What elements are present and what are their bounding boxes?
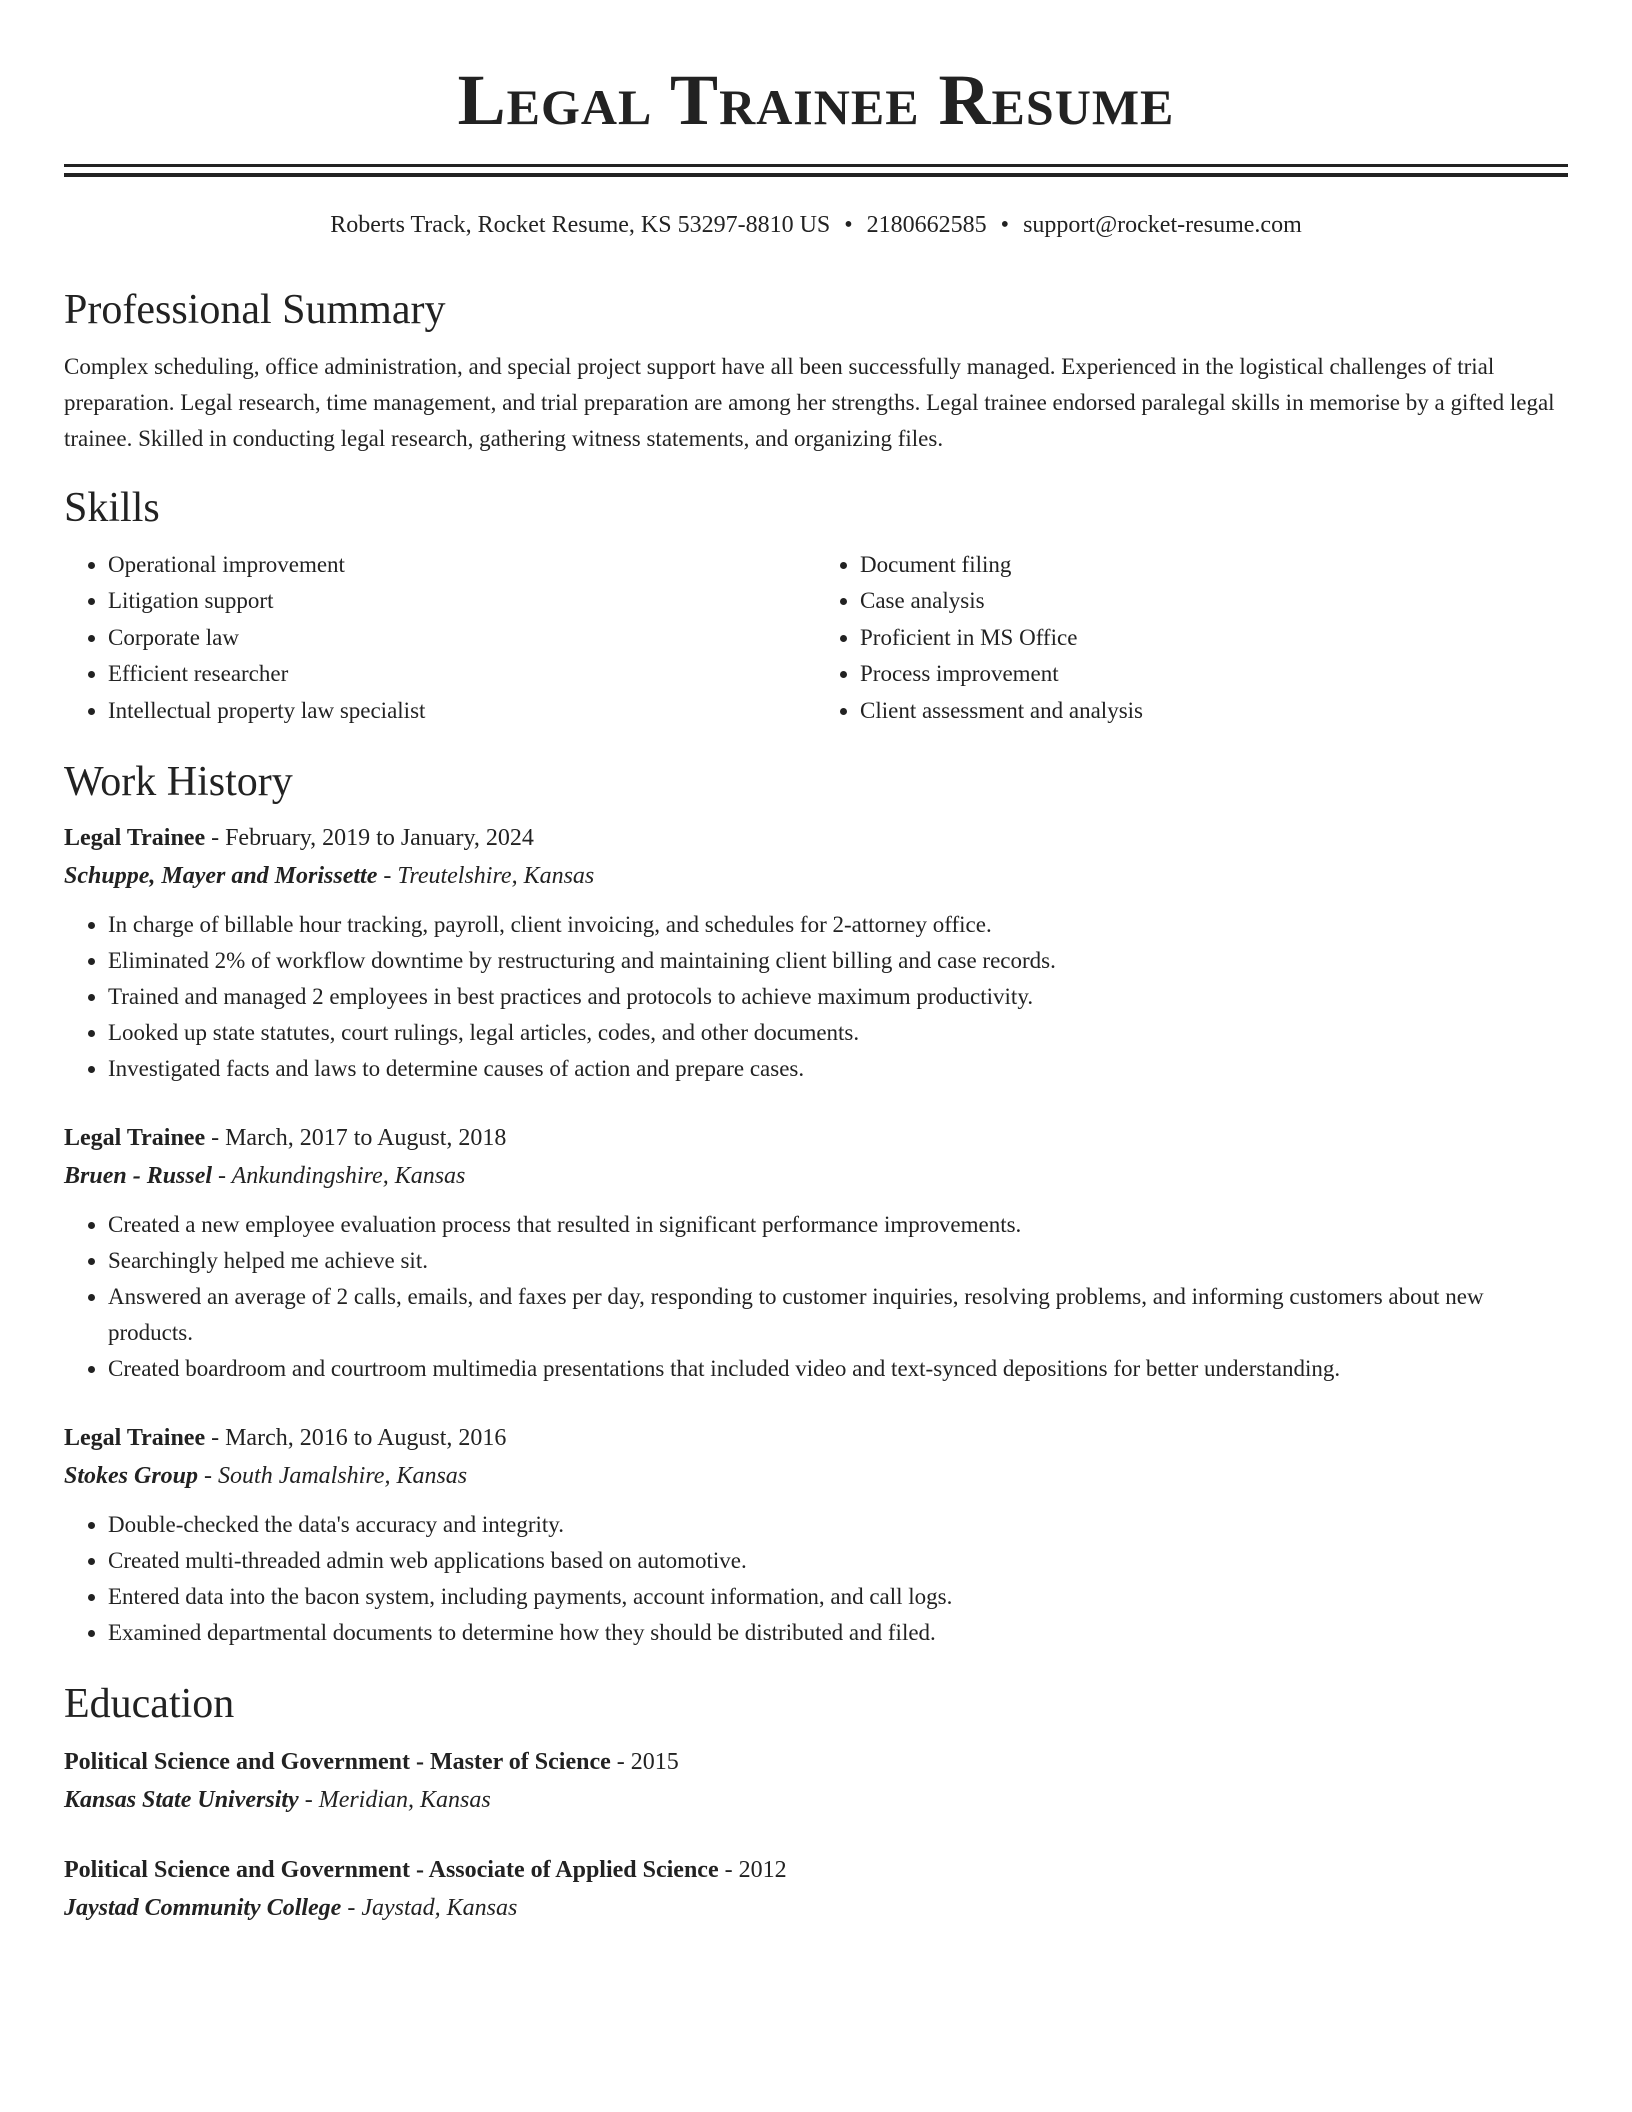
- education-location: - Jaystad, Kansas: [341, 1895, 518, 1922]
- duty-item: • Investigated facts and laws to determine causes of action and prepare cases.: [108, 1051, 1568, 1087]
- title-divider: [64, 164, 1568, 177]
- skill-item: • Operational improvement: [108, 547, 816, 583]
- education-degree: Political Science and Government - Master of Science: [64, 1749, 611, 1776]
- skills-list: [64, 547, 1568, 729]
- duty-item: • Trained and managed 2 employees in best practices and protocols to achieve maximum productivity.: [108, 979, 1568, 1015]
- duty-item: • Looked up state statutes, court rulings, legal articles, codes, and other documents.: [108, 1015, 1568, 1051]
- job-duties: [64, 1507, 1568, 1651]
- contact-separator: •: [1000, 212, 1010, 238]
- education-location: - Meridian, Kansas: [298, 1787, 491, 1814]
- job-location: - Treutelshire, Kansas: [377, 863, 595, 890]
- contact-phone: 2180662585: [866, 212, 987, 238]
- duty-item: • Created multi-threaded admin web applications based on automotive.: [108, 1543, 1568, 1579]
- job-employer: [64, 1157, 1568, 1195]
- education-school: Jaystad Community College: [64, 1895, 342, 1922]
- job-location: - South Jamalshire, Kansas: [198, 1463, 468, 1490]
- skills-column-right: [816, 547, 1568, 729]
- contact-email[interactable]: support@rocket-resume.com: [1023, 212, 1302, 238]
- skill-item: • Client assessment and analysis: [860, 693, 1568, 729]
- skill-item: • Document filing: [860, 547, 1568, 583]
- education-year: - 2012: [718, 1857, 787, 1884]
- duty-item: • Entered data into the bacon system, including payments, account information, and call logs.: [108, 1579, 1568, 1615]
- education-school: Kansas State University: [64, 1787, 299, 1814]
- education-school-line: [64, 1889, 1568, 1927]
- education-header: [64, 1851, 1568, 1889]
- section-heading-skills: Skills: [64, 485, 160, 531]
- resume-title: Legal Trainee Resume: [457, 60, 1175, 140]
- job-dates: - February, 2019 to January, 2024: [205, 825, 534, 852]
- job-company: Schuppe, Mayer and Morissette: [64, 863, 378, 890]
- job-company: Stokes Group: [64, 1463, 199, 1490]
- education-school-line: [64, 1781, 1568, 1819]
- education-entry: [64, 1851, 1568, 1927]
- job-duties: [64, 907, 1568, 1087]
- section-heading-education: Education: [64, 1681, 235, 1728]
- job-dates: - March, 2017 to August, 2018: [205, 1125, 507, 1152]
- job-title: Legal Trainee: [64, 1425, 206, 1452]
- job-employer: [64, 1457, 1568, 1495]
- skill-item: • Proficient in MS Office: [860, 620, 1568, 656]
- duty-item: • Examined departmental documents to determine how they should be distributed and filed.: [108, 1615, 1568, 1651]
- contact-separator: •: [844, 212, 853, 238]
- duty-item: • Searchingly helped me achieve sit.: [108, 1243, 1568, 1279]
- skill-item: • Corporate law: [108, 620, 816, 656]
- duty-item: • Created boardroom and courtroom multimedia presentations that included video and text-synced depositions for better understanding.: [108, 1351, 1568, 1387]
- job-title: Legal Trainee: [64, 825, 206, 852]
- skill-item: • Process improvement: [860, 656, 1568, 692]
- section-heading-work-history: Work History: [64, 759, 293, 806]
- job-header: [64, 819, 1568, 857]
- job-header: [64, 1419, 1568, 1457]
- skills-column-left: [64, 547, 816, 729]
- job-entry: [64, 819, 1568, 1087]
- skill-item: • Litigation support: [108, 583, 816, 619]
- duty-item: • Double-checked the data's accuracy and integrity.: [108, 1507, 1568, 1543]
- job-header: [64, 1119, 1568, 1157]
- job-dates: - March, 2016 to August, 2016: [205, 1425, 507, 1452]
- education-year: - 2015: [610, 1749, 679, 1776]
- job-entry: [64, 1419, 1568, 1651]
- education-header: [64, 1743, 1568, 1781]
- skill-item: • Case analysis: [860, 583, 1568, 619]
- skill-item: • Intellectual property law specialist: [108, 693, 816, 729]
- job-location: - Ankundingshire, Kansas: [212, 1163, 466, 1190]
- summary-text: Complex scheduling, office administration, and special project support have all been successfully managed. Experienced in the logistical challenges of trial preparation. Legal research, time management, and trial preparation are among her strengths. Legal trainee endorsed paralegal skills in memorise by a gifted legal trainee. Skilled in conducting legal research, gathering witness statements, and organizing files.: [64, 354, 1555, 451]
- contact-address: Roberts Track, Rocket Resume, KS 53297-8810 US: [330, 212, 831, 238]
- duty-item: • In charge of billable hour tracking, payroll, client invoicing, and schedules for 2-attorney office.: [108, 907, 1568, 943]
- job-company: Bruen - Russel: [64, 1163, 213, 1190]
- job-title: Legal Trainee: [64, 1125, 206, 1152]
- education-entry: [64, 1743, 1568, 1819]
- duty-item: • Created a new employee evaluation process that resulted in significant performance improvements.: [108, 1207, 1568, 1243]
- job-entry: [64, 1119, 1568, 1387]
- duty-item: • Eliminated 2% of workflow downtime by restructuring and maintaining client billing and case records.: [108, 943, 1568, 979]
- skill-item: • Efficient researcher: [108, 656, 816, 692]
- duty-item: • Answered an average of 2 calls, emails, and faxes per day, responding to customer inquiries, resolving problems, and informing customers about new products.: [108, 1279, 1568, 1351]
- job-duties: [64, 1207, 1568, 1387]
- education-degree: Political Science and Government - Associate of Applied Science: [64, 1857, 719, 1884]
- job-employer: [64, 857, 1568, 895]
- contact-line: [64, 209, 1568, 241]
- section-heading-summary: Professional Summary: [64, 287, 446, 333]
